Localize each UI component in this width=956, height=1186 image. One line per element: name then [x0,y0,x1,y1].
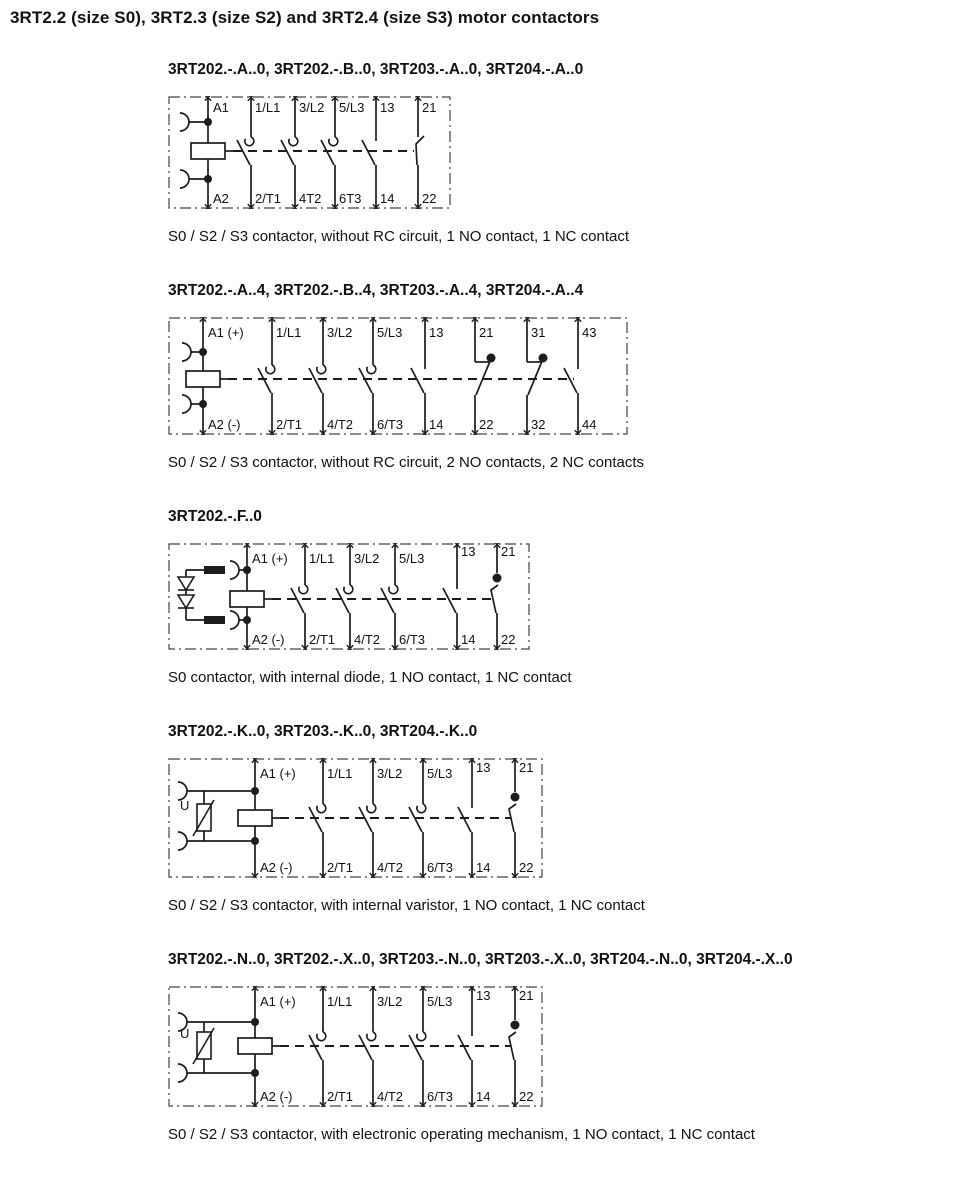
main-contact [237,97,254,208]
contactor-2no-2nc-svg [168,317,628,435]
coil-symbol [186,371,220,387]
terminal-label: 1/L1 [309,551,335,566]
power-contact-hook-icon [299,585,308,594]
varistor-symbol [193,1028,214,1064]
power-contact-hook-icon [389,585,398,594]
main-contact [281,97,298,208]
main-contact [381,544,398,649]
power-contact-hook-icon [367,365,376,374]
terminal-label: 22 [519,1089,534,1104]
power-contact-hook-icon [245,137,254,146]
nc-contact [509,759,520,877]
section-heading: 3RT202.-.A..4, 3RT202.-.B..4, 3RT203.-.A..4, 3RT204.-.A..4 [168,282,584,299]
junction-dot [511,1021,520,1030]
terminal-label: 2/T1 [255,191,282,206]
coil-terminal-label: A2 (-) [260,1089,293,1104]
terminal-label: 22 [501,632,516,647]
terminal-label: 43 [582,325,597,340]
terminal-label: 14 [476,1089,491,1104]
terminal-label: 4/T2 [327,417,354,432]
terminal-label: 14 [461,632,476,647]
terminal-label: 2/T1 [327,1089,354,1104]
terminal-label: 1/L1 [327,766,353,781]
terminal-label: 13 [476,988,491,1003]
terminal-label: 32 [531,417,546,432]
circuit-diagram [168,96,956,209]
coil-terminal-label: A1 [213,100,229,115]
power-contact-hook-icon [317,1032,326,1041]
varistor-symbol [193,800,214,836]
circuit-diagram [168,758,956,878]
coil-symbol [230,591,264,607]
terminal-label: 22 [479,417,494,432]
terminal-label: 21 [519,988,534,1003]
power-contact-hook-icon [367,1032,376,1041]
contactor-1no-1nc-basic-svg [168,96,451,209]
coil-terminal-label: A1 (+) [208,325,244,340]
terminal-label: 21 [479,325,494,340]
power-contact-hook-icon [289,137,298,146]
terminal-label: 3/L2 [327,325,353,340]
coil-connector-icon [230,611,239,629]
varistor-voltage-label: U [180,798,190,813]
section-heading: 3RT202.-.N..0, 3RT202.-.X..0, 3RT203.-.N..0, 3RT203.-.X..0, 3RT204.-.N..0, 3RT204.-.X..0 [168,951,793,968]
circuit-diagram [168,317,956,435]
terminal-label: 21 [519,760,534,775]
coil-connector-icon [182,395,191,413]
contactor-electronic-operating-mechanism-svg [168,986,543,1107]
terminal-label: 4/T2 [377,860,404,875]
circuit-diagram [168,986,956,1107]
diagram-caption: S0 / S2 / S3 contactor, without RC circuit, 1 NO contact, 1 NC contact [168,228,630,245]
power-contact-hook-icon [344,585,353,594]
nc-arm [491,585,498,613]
terminal-label: 6/T3 [377,417,404,432]
junction-dot [511,793,520,802]
terminal-label: 44 [582,417,597,432]
coil-connector-icon [180,113,189,131]
terminal-label: 5/L3 [339,100,365,115]
power-contact-hook-icon [317,365,326,374]
contactor-internal-varistor-svg [168,758,543,878]
power-contact-hook-icon [417,1032,426,1041]
power-contact-hook-icon [266,365,275,374]
main-contact [258,318,275,434]
section-heading: 3RT202.-.F..0 [168,508,262,525]
terminal-label: 5/L3 [399,551,425,566]
terminal-label: 6/T3 [399,632,426,647]
no-contact [411,318,425,434]
diode-triangle-icon [178,595,194,608]
diagram-caption: S0 / S2 / S3 contactor, with electronic operating mechanism, 1 NO contact, 1 NC contact [168,1126,755,1143]
terminal-label: 3/L2 [377,766,403,781]
coil-symbol [238,1038,272,1054]
terminal-label: 13 [476,760,491,775]
section-heading: 3RT202.-.A..0, 3RT202.-.B..0, 3RT203.-.A..0, 3RT204.-.A..0 [168,61,584,78]
main-contact [291,544,308,649]
terminal-label: 4/T2 [377,1089,404,1104]
terminal-label: 3/L2 [354,551,380,566]
terminal-label: 5/L3 [377,325,403,340]
coil-terminal-label: A2 [213,191,229,206]
terminal-label: 21 [422,100,437,115]
coil-connector-icon [230,561,239,579]
terminal-label: 6/T3 [427,1089,454,1104]
terminal-label: 13 [461,544,476,559]
terminal-label: 1/L1 [276,325,302,340]
terminal-label: 4T2 [299,191,322,206]
coil-connector-icon [180,170,189,188]
terminal-label: 21 [501,544,516,559]
terminal-label: 6/T3 [427,860,454,875]
no-contact [443,544,457,649]
nc-arm [416,136,424,165]
main-contact [336,544,353,649]
diagram-caption: S0 / S2 / S3 contactor, with internal varistor, 1 NO contact, 1 NC contact [168,897,645,914]
page-title: 3RT2.2 (size S0), 3RT2.3 (size S2) and 3RT2.4 (size S3) motor contactors [10,8,600,27]
power-contact-hook-icon [367,804,376,813]
coil-terminal-label: A2 (-) [252,632,285,647]
terminal-label: 6T3 [339,191,362,206]
coil-pin-icon [204,616,225,624]
contactor-internal-diode-svg [168,543,530,650]
coil-terminal-label: A1 (+) [260,766,296,781]
terminal-label: 13 [429,325,444,340]
coil-terminal-label: A1 (+) [252,551,288,566]
terminal-label: 1/L1 [327,994,353,1009]
coil-pin-icon [204,566,225,574]
terminal-label: 3/L2 [377,994,403,1009]
terminal-label: 14 [380,191,395,206]
varistor-voltage-label: U [180,1026,190,1041]
terminal-label: 5/L3 [427,766,453,781]
main-contact [359,318,376,434]
diagram-caption: S0 / S2 / S3 contactor, without RC circuit, 2 NO contacts, 2 NC contacts [168,454,645,471]
coil-connector-icon [178,832,187,850]
terminal-label: 5/L3 [427,994,453,1009]
terminal-label: 22 [422,191,437,206]
terminal-label: 14 [429,417,444,432]
terminal-label: 3/L2 [299,100,325,115]
terminal-label: 4/T2 [354,632,381,647]
terminal-label: 14 [476,860,491,875]
nc-contact [509,987,520,1106]
coil-connector-icon [182,343,191,361]
terminal-label: 2/T1 [309,632,336,647]
diagram-caption: S0 contactor, with internal diode, 1 NO contact, 1 NC contact [168,669,572,686]
power-contact-hook-icon [317,804,326,813]
coil-symbol [238,810,272,826]
terminal-label: 13 [380,100,395,115]
junction-dot [493,574,502,583]
coil-terminal-label: A2 (-) [260,860,293,875]
sections-container [168,61,956,1143]
power-contact-hook-icon [417,804,426,813]
diode-triangle-icon [178,577,194,590]
nc-contact [491,544,502,649]
section-heading: 3RT202.-.K..0, 3RT203.-.K..0, 3RT204.-.K..0 [168,723,478,740]
terminal-label: 22 [519,860,534,875]
power-contact-hook-icon [329,137,338,146]
coil-symbol [191,143,225,159]
coil-terminal-label: A1 (+) [260,994,296,1009]
terminal-label: 31 [531,325,546,340]
coil-connector-icon [178,1064,187,1082]
circuit-diagram [168,543,956,650]
terminal-label: 2/T1 [276,417,303,432]
terminal-label: 2/T1 [327,860,354,875]
coil-terminal-label: A2 (-) [208,417,241,432]
no-contact [564,318,578,434]
main-contact [309,318,326,434]
terminal-label: 1/L1 [255,100,281,115]
